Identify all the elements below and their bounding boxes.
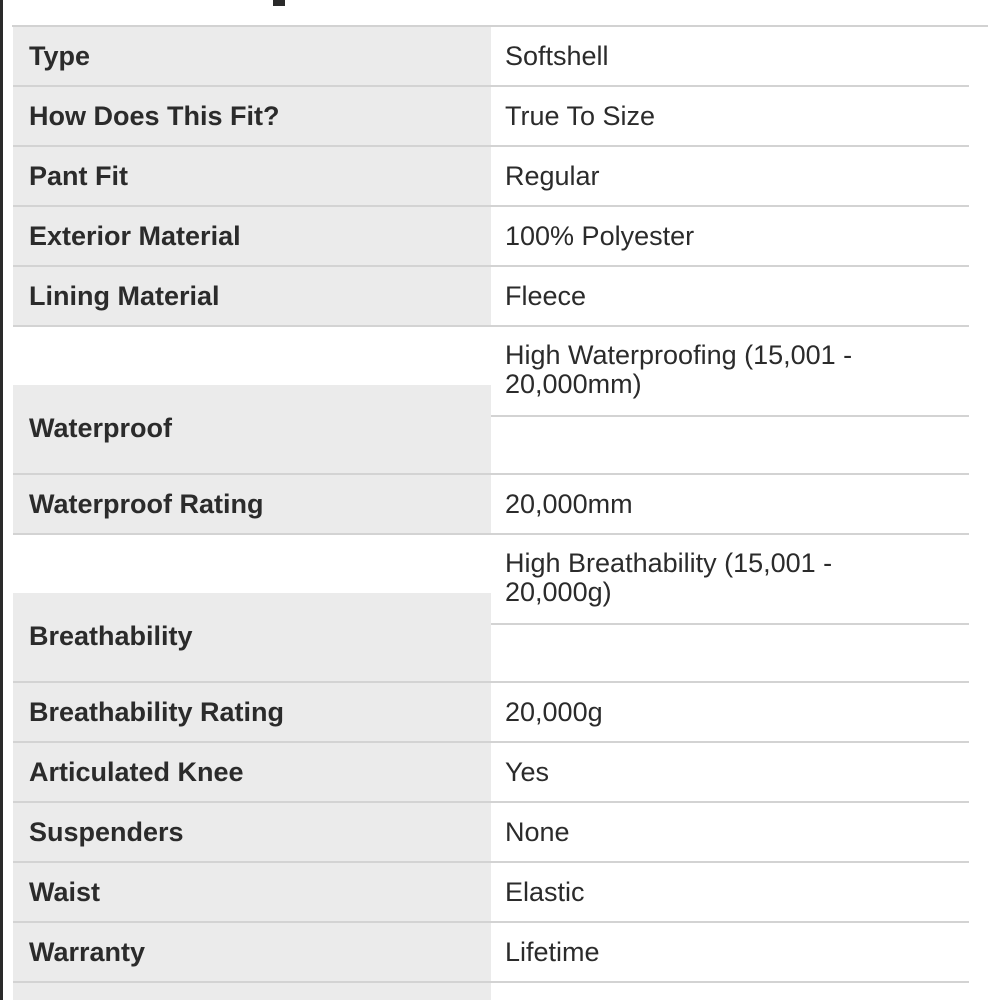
value-divider bbox=[491, 623, 969, 625]
spec-row-suspenders bbox=[13, 803, 969, 863]
spec-row-waist bbox=[13, 863, 969, 923]
spec-value: True To Size bbox=[491, 87, 969, 147]
spec-label: How Does This Fit? bbox=[13, 87, 491, 147]
spec-label: Pant Fit bbox=[13, 147, 491, 207]
spec-row-warranty bbox=[13, 923, 969, 983]
top-edge-mark bbox=[273, 0, 285, 6]
spec-value: 20,000mm bbox=[491, 475, 969, 535]
spec-value: Regular bbox=[491, 147, 969, 207]
spec-label: Warranty bbox=[13, 923, 491, 983]
spec-label: Waist bbox=[13, 863, 491, 923]
spec-value-partial bbox=[491, 983, 969, 1000]
value-divider bbox=[491, 415, 969, 417]
spec-label: Exterior Material bbox=[13, 207, 491, 267]
spec-label: Type bbox=[13, 27, 491, 87]
spec-value-text: High Breathability (15,001 - 20,000g) bbox=[505, 548, 833, 607]
spec-value: Yes bbox=[491, 743, 969, 803]
spec-label: Waterproof bbox=[13, 327, 491, 475]
spec-label: Lining Material bbox=[13, 267, 491, 327]
spec-value: 20,000g bbox=[491, 683, 969, 743]
spec-row-breathability bbox=[13, 535, 969, 683]
spec-value: None bbox=[491, 803, 969, 863]
spec-row-articulated-knee bbox=[13, 743, 969, 803]
spec-label: Breathability bbox=[13, 535, 491, 683]
spec-row-pant-fit bbox=[13, 147, 969, 207]
spec-label: Waterproof Rating bbox=[13, 475, 491, 535]
spec-value: 100% Polyester bbox=[491, 207, 969, 267]
spec-row-breathability-rating bbox=[13, 683, 969, 743]
spec-label: Suspenders bbox=[13, 803, 491, 863]
spec-row-waterproof bbox=[13, 327, 969, 475]
spec-value: Softshell bbox=[491, 27, 969, 87]
specifications-table bbox=[13, 27, 969, 1000]
spec-row-waterproof-rating bbox=[13, 475, 969, 535]
spec-row-partial bbox=[13, 983, 969, 1000]
left-edge-line bbox=[0, 0, 3, 1000]
spec-row-type bbox=[13, 27, 969, 87]
spec-value bbox=[491, 535, 969, 683]
spec-label-partial bbox=[13, 983, 491, 1000]
spec-row-exterior-material bbox=[13, 207, 969, 267]
spec-label: Articulated Knee bbox=[13, 743, 491, 803]
spec-label: Breathability Rating bbox=[13, 683, 491, 743]
spec-value: Elastic bbox=[491, 863, 969, 923]
spec-row-fit bbox=[13, 87, 969, 147]
spec-value: Lifetime bbox=[491, 923, 969, 983]
spec-value: Fleece bbox=[491, 267, 969, 327]
spec-value bbox=[491, 327, 969, 475]
spec-row-lining-material bbox=[13, 267, 969, 327]
spec-value-text: High Waterproofing (15,001 - 20,000mm) bbox=[505, 340, 853, 399]
